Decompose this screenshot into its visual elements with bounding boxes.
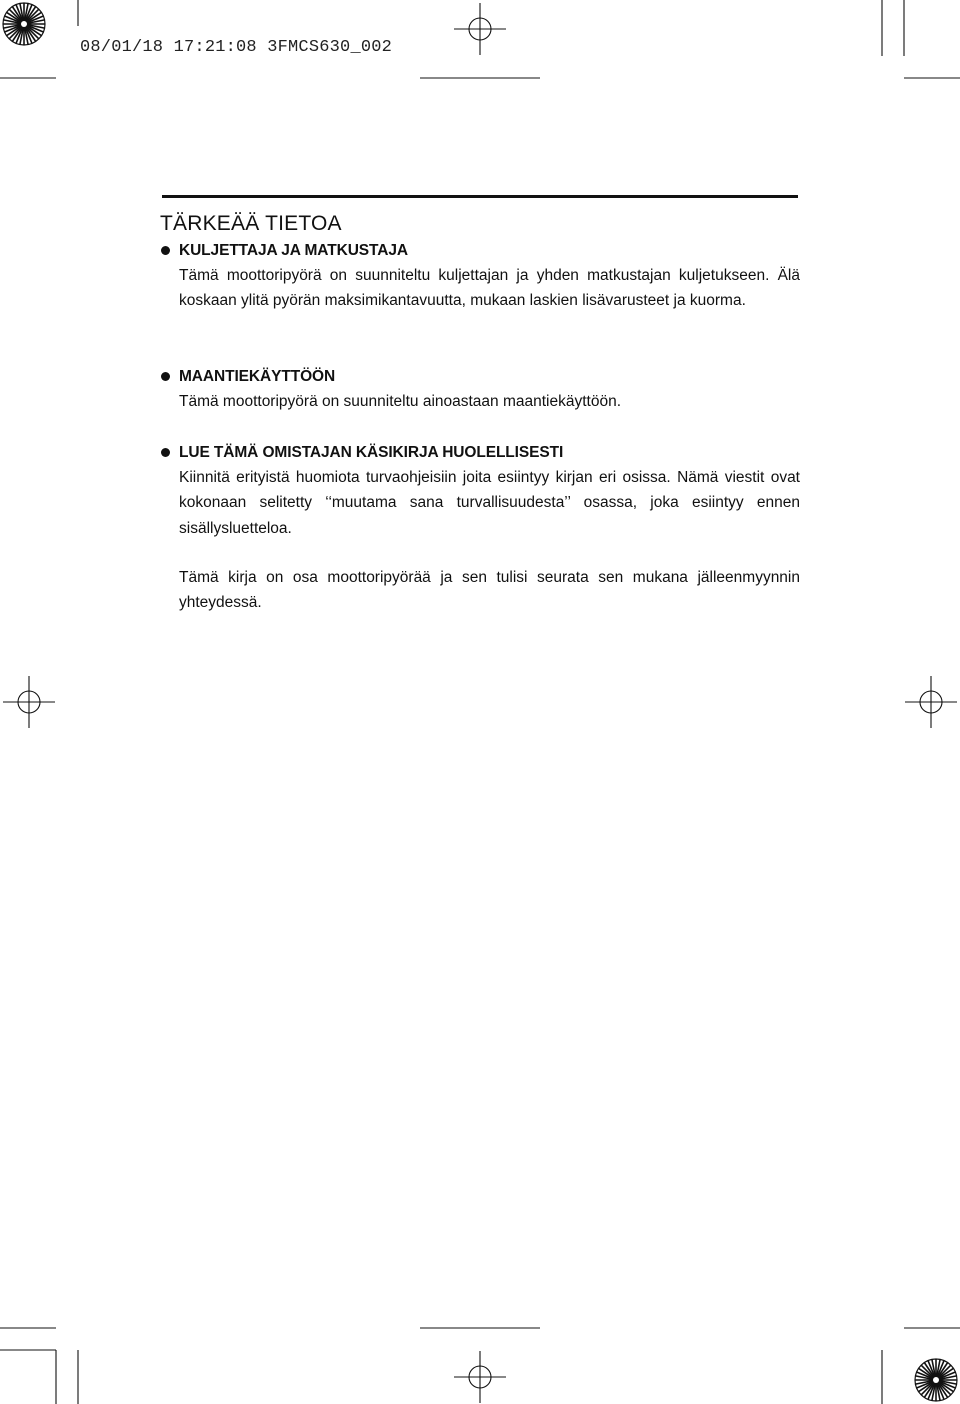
section-heading-text: LUE TÄMÄ OMISTAJAN KÄSIKIRJA HUOLELLISESTI — [179, 444, 564, 461]
registration-sun-icon — [3, 3, 45, 45]
registration-crosshair-icon — [3, 676, 55, 728]
bullet-icon — [161, 372, 170, 381]
bullet-icon — [161, 246, 170, 255]
section-heading — [160, 238, 800, 263]
closing-paragraph: Tämä kirja on osa moottoripyörää ja sen tulisi seurata sen mukana jälleenmyynnin yhteydessä. — [179, 569, 800, 612]
section-heading — [160, 364, 800, 389]
section-paragraph: Tämä moottoripyörä on suunniteltu ainoastaan maantiekäyttöön. — [179, 393, 622, 410]
section-heading-text: KULJETTAJA JA MATKUSTAJA — [179, 242, 408, 259]
title-rule — [162, 195, 798, 198]
section-heading-text: MAANTIEKÄYTTÖÖN — [179, 368, 336, 385]
registration-crosshair-icon — [454, 1351, 506, 1403]
section-road-use — [160, 364, 800, 414]
section-paragraph: Tämä moottoripyörä on suunniteltu kuljettajan ja yhden matkustajan kuljetukseen. Älä koskaan ylitä pyörän maksimikantavuutta, mukaan laskien lisävarusteet ja kuorma. — [179, 267, 800, 310]
registration-crosshair-icon — [905, 676, 957, 728]
print-job-id: 08/01/18 17:21:08 3FMCS630_002 — [80, 38, 393, 57]
section-rider-passenger — [160, 238, 800, 314]
section-closing — [160, 565, 800, 616]
section-read-manual — [160, 440, 800, 541]
section-paragraph: Kiinnitä erityistä huomiota turvaohjeisiin joita esiintyy kirjan eri osissa. Nämä viestit ovat kokonaan selitetty ‘‘muutama sana turvallisuudesta’’ osassa, joka esiintyy ennen sisällysluetteloa. — [179, 469, 800, 537]
page-title: TÄRKEÄÄ TIETOA — [160, 212, 342, 235]
registration-crosshair-icon — [454, 3, 506, 55]
bullet-icon — [161, 448, 170, 457]
section-heading — [160, 440, 800, 465]
registration-sun-icon — [915, 1359, 957, 1401]
